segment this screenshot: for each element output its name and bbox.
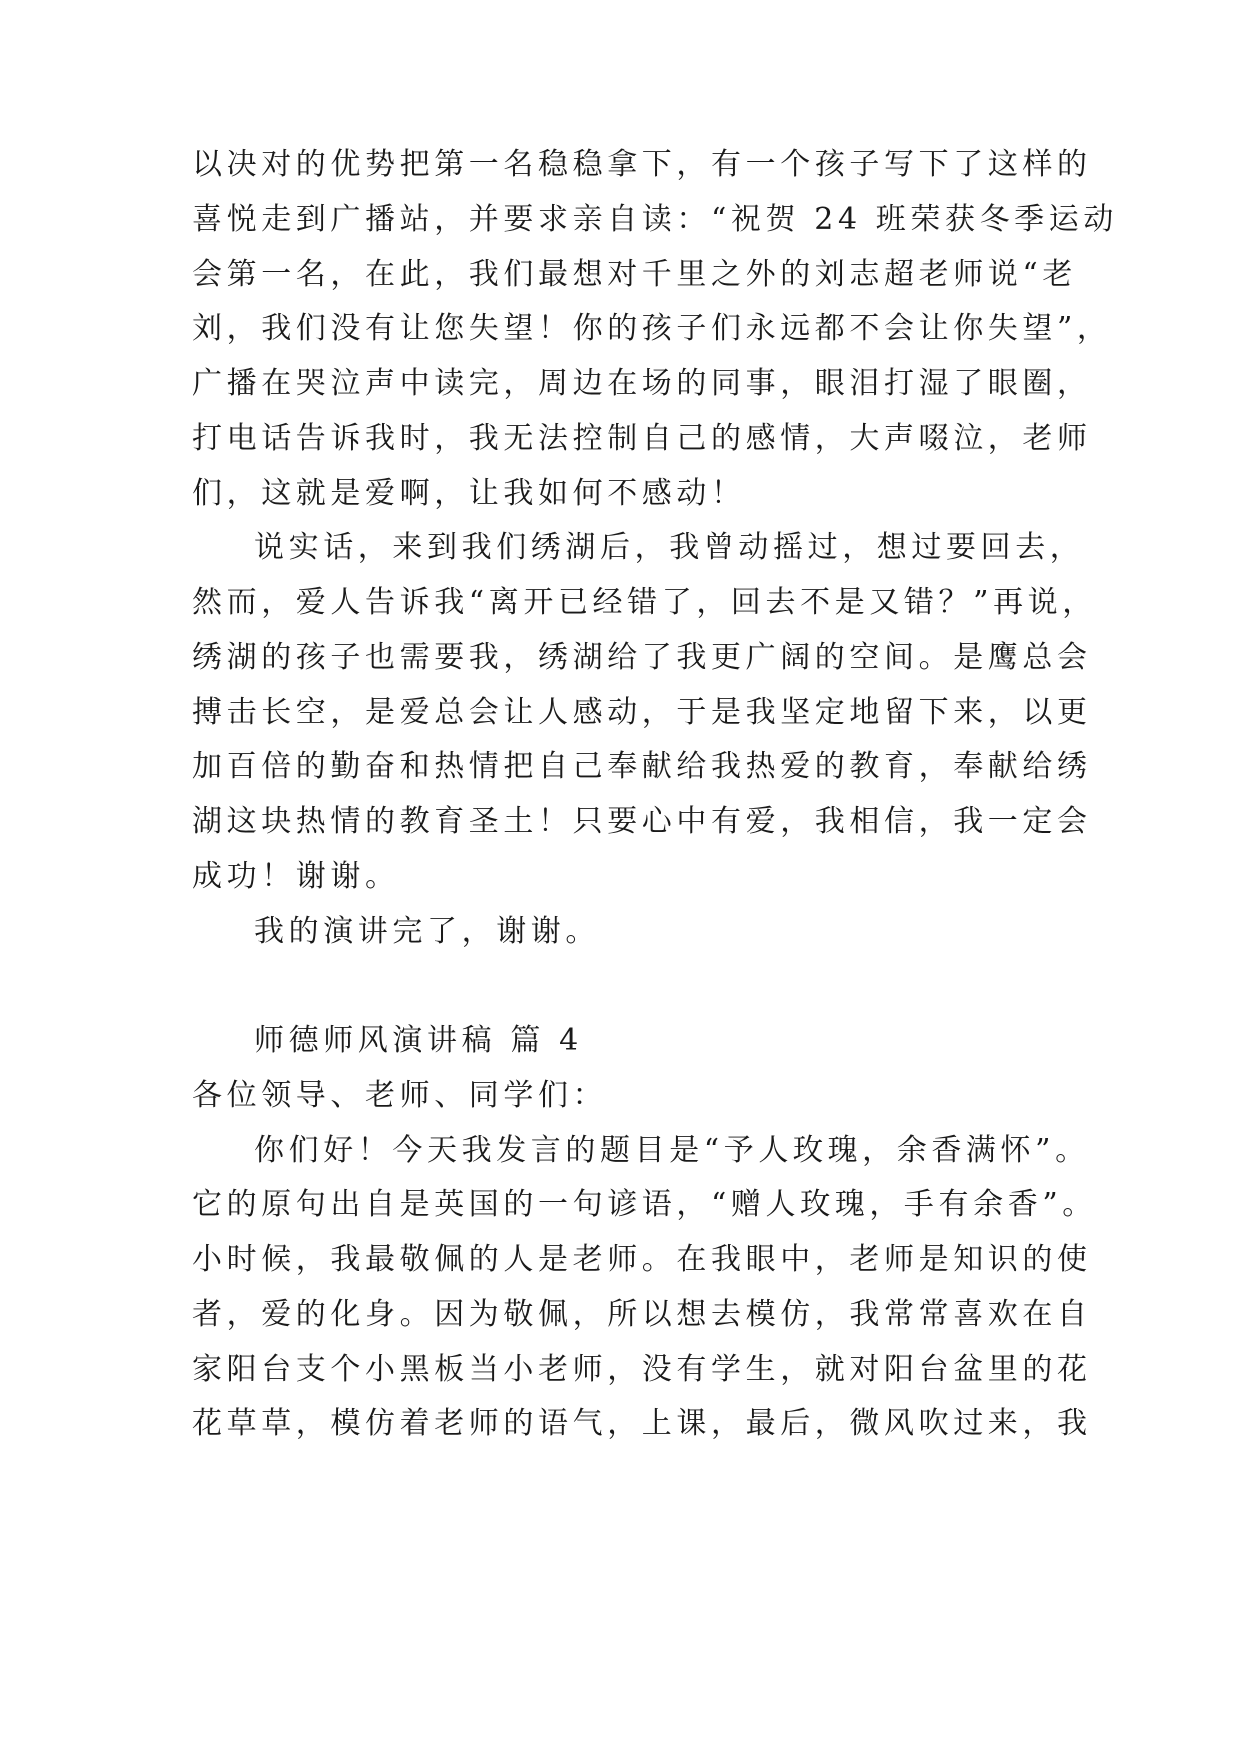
text-line: 会第一名，在此，我们最想对千里之外的刘志超老师说“老: [192, 257, 1077, 292]
closing-line: 我的演讲完了，谢谢。: [254, 914, 600, 949]
text-line: 刘，我们没有让您失望！你的孩子们永远都不会让你失望”，: [192, 311, 1112, 346]
text-line: 广播在哭泣声中读完，周边在场的同事，眼泪打湿了眼圈，: [192, 366, 1092, 401]
text-line: 它的原句出自是英国的一句谚语，“赠人玫瑰，手有余香”。: [192, 1187, 1097, 1222]
text-line: 们，这就是爱啊，让我如何不感动！: [192, 476, 746, 511]
text-line: 以决对的优势把第一名稳稳拿下，有一个孩子写下了这样的: [192, 147, 1092, 182]
section-title: 师德师风演讲稿 篇 4: [254, 1023, 583, 1058]
salutation: 各位领导、老师、同学们：: [192, 1078, 608, 1113]
text-line: 成功！谢谢。: [192, 859, 400, 894]
text-line: 说实话，来到我们绣湖后，我曾动摇过，想过要回去，: [254, 530, 1085, 565]
text-line: 家阳台支个小黑板当小老师，没有学生，就对阳台盆里的花: [192, 1352, 1092, 1387]
text-line: 喜悦走到广播站，并要求亲自读：“祝贺 24 班荣获冬季运动: [192, 202, 1118, 237]
text-line: 湖这块热情的教育圣土！只要心中有爱，我相信，我一定会: [192, 804, 1092, 839]
text-line: 小时候，我最敬佩的人是老师。在我眼中，老师是知识的使: [192, 1242, 1092, 1277]
text-line: 打电话告诉我时，我无法控制自己的感情，大声啜泣，老师: [192, 421, 1092, 456]
text-line: 加百倍的勤奋和热情把自己奉献给我热爱的教育，奉献给绣: [192, 749, 1092, 784]
text-line: 花草草，模仿着老师的语气，上课，最后，微风吹过来，我: [192, 1406, 1092, 1441]
text-line: 然而，爱人告诉我“离开已经错了，回去不是又错？”再说，: [192, 585, 1097, 620]
text-line: 绣湖的孩子也需要我，绣湖给了我更广阔的空间。是鹰总会: [192, 640, 1092, 675]
text-line: 者，爱的化身。因为敬佩，所以想去模仿，我常常喜欢在自: [192, 1297, 1092, 1332]
text-line: 你们好！今天我发言的题目是“予人玫瑰，余香满怀”。: [254, 1133, 1090, 1168]
text-line: 搏击长空，是爱总会让人感动，于是我坚定地留下来，以更: [192, 695, 1092, 730]
